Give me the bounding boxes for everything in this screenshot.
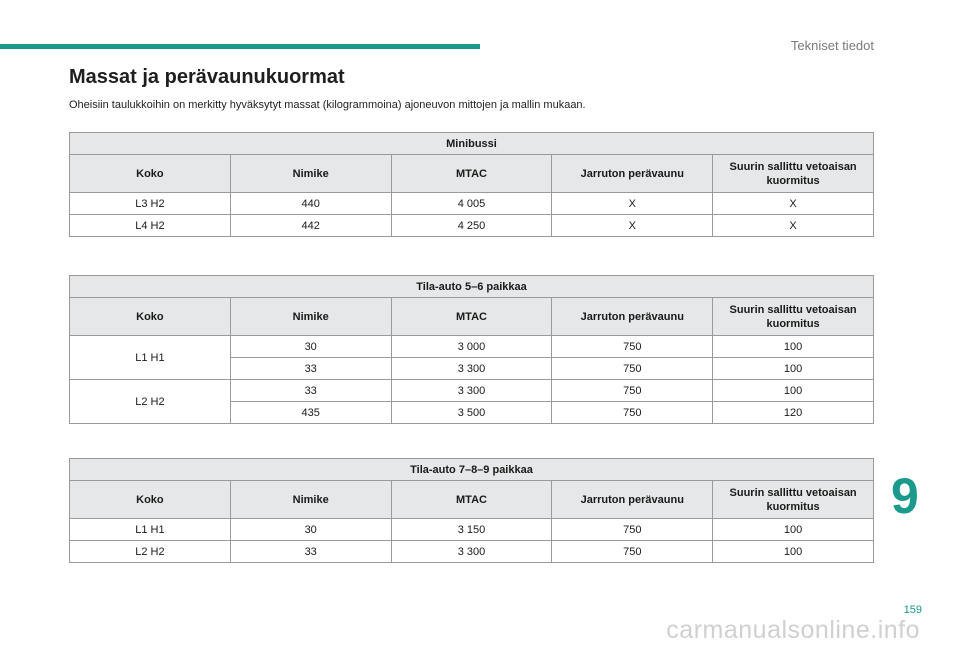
table-caption: Minibussi [70,133,874,155]
col-header-koko: Koko [70,155,231,193]
cell-nimike: 440 [230,193,391,215]
cell-nimike: 435 [230,402,391,424]
col-header-koko: Koko [70,298,231,336]
table-row [70,519,874,541]
cell-jarruton: 750 [552,519,713,541]
cell-koko: L2 H2 [70,380,231,424]
cell-suurin: 100 [713,380,874,402]
col-header-jarruton: Jarruton perävaunu [552,298,713,336]
intro-text: Oheisiin taulukkoihin on merkitty hyväksytyt massat (kilogrammoina) ajoneuvon mittojen ja mallin mukaan. [69,99,586,111]
col-header-suurin: Suurin sallittu vetoaisan kuormitus [713,481,874,519]
cell-nimike: 33 [230,358,391,380]
cell-jarruton: X [552,215,713,237]
minibussi-table [69,132,874,237]
col-header-koko: Koko [70,481,231,519]
col-header-jarruton: Jarruton perävaunu [552,155,713,193]
col-header-jarruton: Jarruton perävaunu [552,481,713,519]
cell-mtac: 3 300 [391,380,552,402]
cell-jarruton: 750 [552,402,713,424]
cell-koko: L2 H2 [70,541,231,563]
section-title: Tekniset tiedot [790,38,874,53]
cell-jarruton: 750 [552,541,713,563]
col-header-mtac: MTAC [391,298,552,336]
cell-suurin: X [713,215,874,237]
col-header-nimike: Nimike [230,155,391,193]
cell-koko: L4 H2 [70,215,231,237]
table-row [70,380,874,402]
chapter-number: 9 [891,468,919,524]
cell-jarruton: 750 [552,380,713,402]
cell-mtac: 3 300 [391,541,552,563]
table-caption: Tila-auto 7–8–9 paikkaa [70,459,874,481]
page-title: Massat ja perävaunukuormat [69,66,345,88]
col-header-mtac: MTAC [391,155,552,193]
cell-nimike: 33 [230,380,391,402]
table-caption: Tila-auto 5–6 paikkaa [70,276,874,298]
table-row [70,336,874,358]
cell-suurin: 100 [713,336,874,358]
col-header-suurin: Suurin sallittu vetoaisan kuormitus [713,155,874,193]
tila-auto-5-6-table [69,275,874,424]
col-header-suurin: Suurin sallittu vetoaisan kuormitus [713,298,874,336]
cell-suurin: 100 [713,358,874,380]
cell-koko: L1 H1 [70,519,231,541]
cell-jarruton: 750 [552,336,713,358]
col-header-nimike: Nimike [230,298,391,336]
cell-suurin: 120 [713,402,874,424]
cell-suurin: 100 [713,519,874,541]
header-accent-bar [0,44,480,49]
cell-mtac: 3 500 [391,402,552,424]
cell-mtac: 4 005 [391,193,552,215]
cell-mtac: 3 300 [391,358,552,380]
page-number: 159 [903,604,922,616]
table-row [70,541,874,563]
col-header-mtac: MTAC [391,481,552,519]
cell-koko: L1 H1 [70,336,231,380]
cell-nimike: 442 [230,215,391,237]
cell-koko: L3 H2 [70,193,231,215]
tila-auto-7-8-9-table [69,458,874,563]
cell-nimike: 30 [230,519,391,541]
cell-jarruton: 750 [552,358,713,380]
cell-jarruton: X [552,193,713,215]
table-row [70,215,874,237]
table-row [70,193,874,215]
cell-suurin: X [713,193,874,215]
cell-nimike: 30 [230,336,391,358]
watermark: carmanualsonline.info [666,616,920,644]
cell-nimike: 33 [230,541,391,563]
cell-mtac: 4 250 [391,215,552,237]
cell-mtac: 3 000 [391,336,552,358]
col-header-nimike: Nimike [230,481,391,519]
cell-mtac: 3 150 [391,519,552,541]
cell-suurin: 100 [713,541,874,563]
